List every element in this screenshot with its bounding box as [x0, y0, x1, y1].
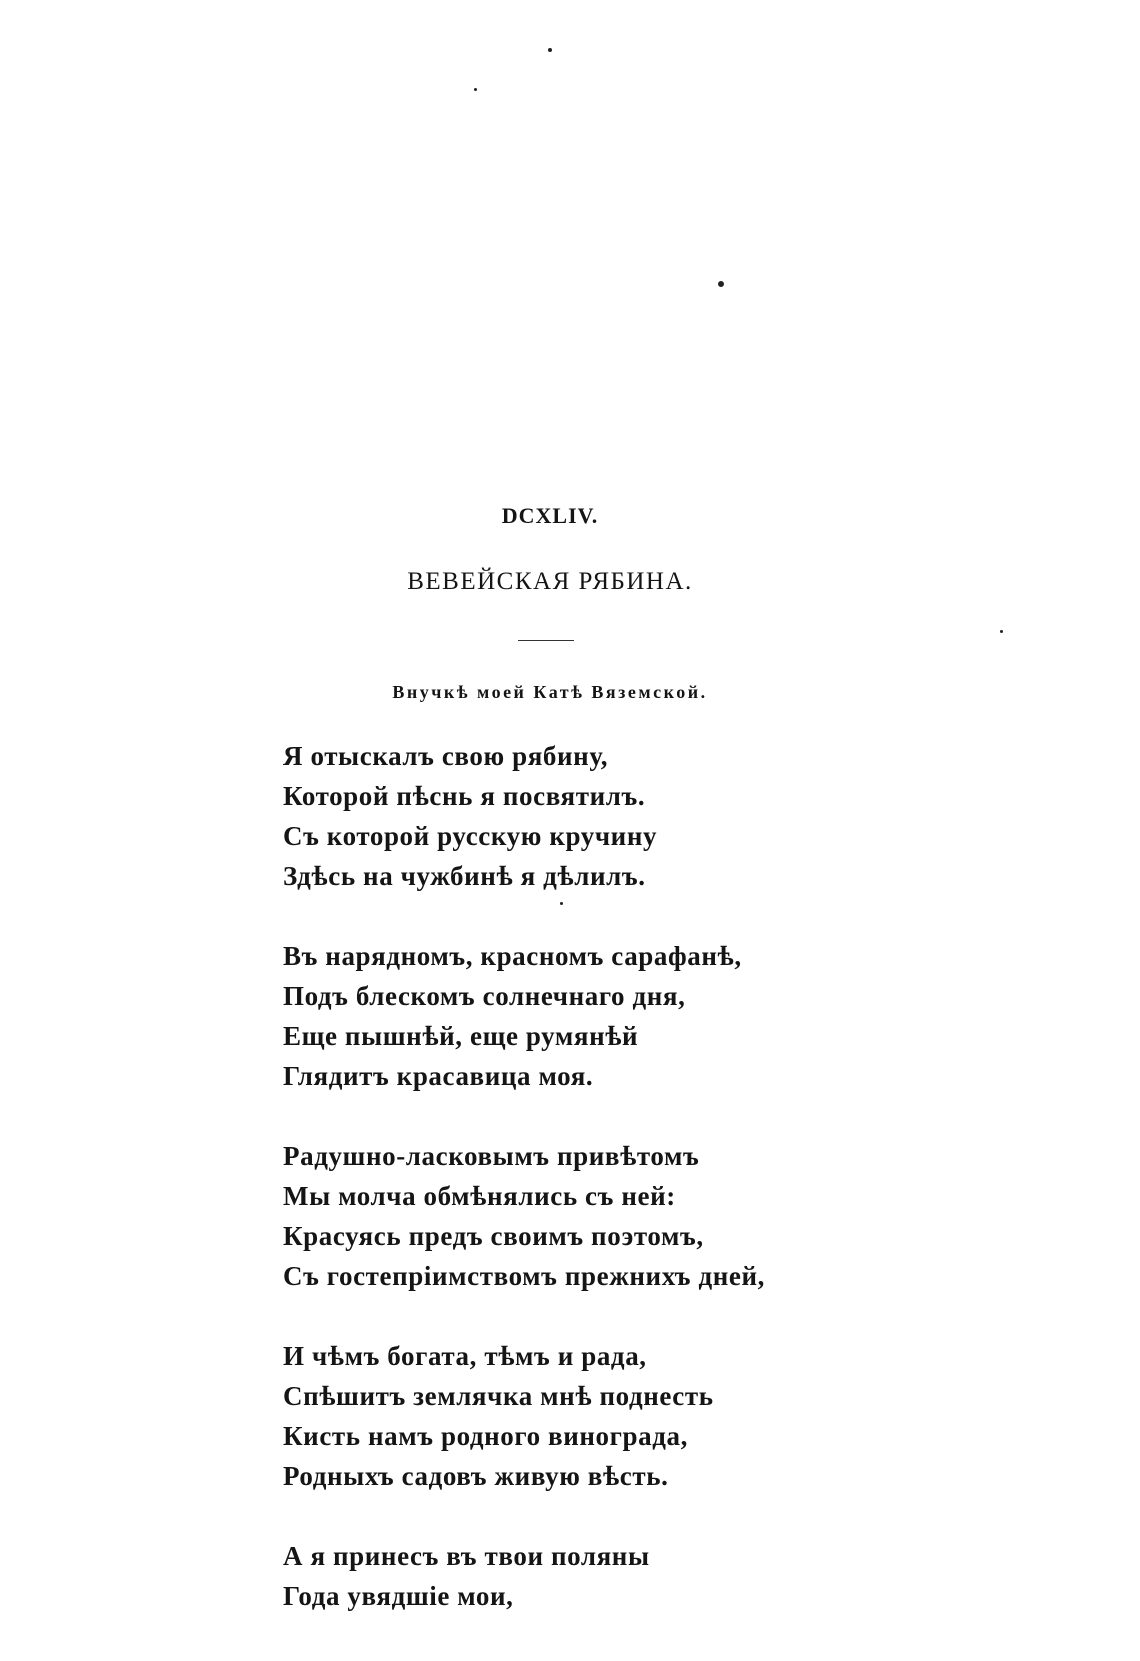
print-speck [474, 88, 477, 91]
poem-line: Которой пѣснь я посвятилъ. [283, 781, 646, 811]
stanza-2 [283, 936, 983, 1096]
stanza-5 [283, 1536, 983, 1616]
poem-number: DCXLIV. [501, 503, 599, 528]
poem-line: Кисть намъ родного винограда, [283, 1421, 688, 1451]
poem-body [283, 736, 983, 1656]
poem-title: ВЕВЕЙСКАЯ РЯБИНА. [407, 568, 693, 595]
poem-line: Мы молча обмѣнялись съ ней: [283, 1181, 676, 1211]
poem-line: Съ которой русскую кручину [283, 821, 658, 851]
stanza-4 [283, 1336, 983, 1496]
print-speck [548, 48, 552, 52]
poem-line: Еще пышнѣй, еще румянѣй [283, 1021, 639, 1051]
poem-line: Въ нарядномъ, красномъ сарафанѣ, [283, 941, 742, 971]
print-speck [718, 281, 724, 287]
poem-line: Радушно-ласковымъ привѣтомъ [283, 1141, 700, 1171]
poem-line: А я принесъ въ твои поляны [283, 1541, 650, 1571]
poem-line: Съ гостепріимствомъ прежнихъ дней, [283, 1261, 765, 1291]
poem-line: Я отыскалъ свою рябину, [283, 741, 609, 771]
poem-line: Красуясь предъ своимъ поэтомъ, [283, 1221, 704, 1251]
poem-line: Родныхъ садовъ живую вѣсть. [283, 1461, 669, 1491]
poem-line: Спѣшитъ землячка мнѣ поднесть [283, 1381, 714, 1411]
poem-line: Глядитъ красавица моя. [283, 1061, 594, 1091]
poem-line: Здѣсь на чужбинѣ я дѣлилъ. [283, 861, 646, 891]
poem-line: И чѣмъ богата, тѣмъ и рада, [283, 1341, 647, 1371]
stanza-1 [283, 736, 983, 896]
poem-dedication: Внучкѣ моей Катѣ Вяземской. [392, 682, 708, 702]
poem-line: Года увядшіе мои, [283, 1581, 514, 1611]
stanza-3 [283, 1136, 983, 1296]
poem-line: Подъ блескомъ солнечнаго дня, [283, 981, 686, 1011]
print-speck [1000, 630, 1003, 633]
title-divider [518, 640, 574, 641]
